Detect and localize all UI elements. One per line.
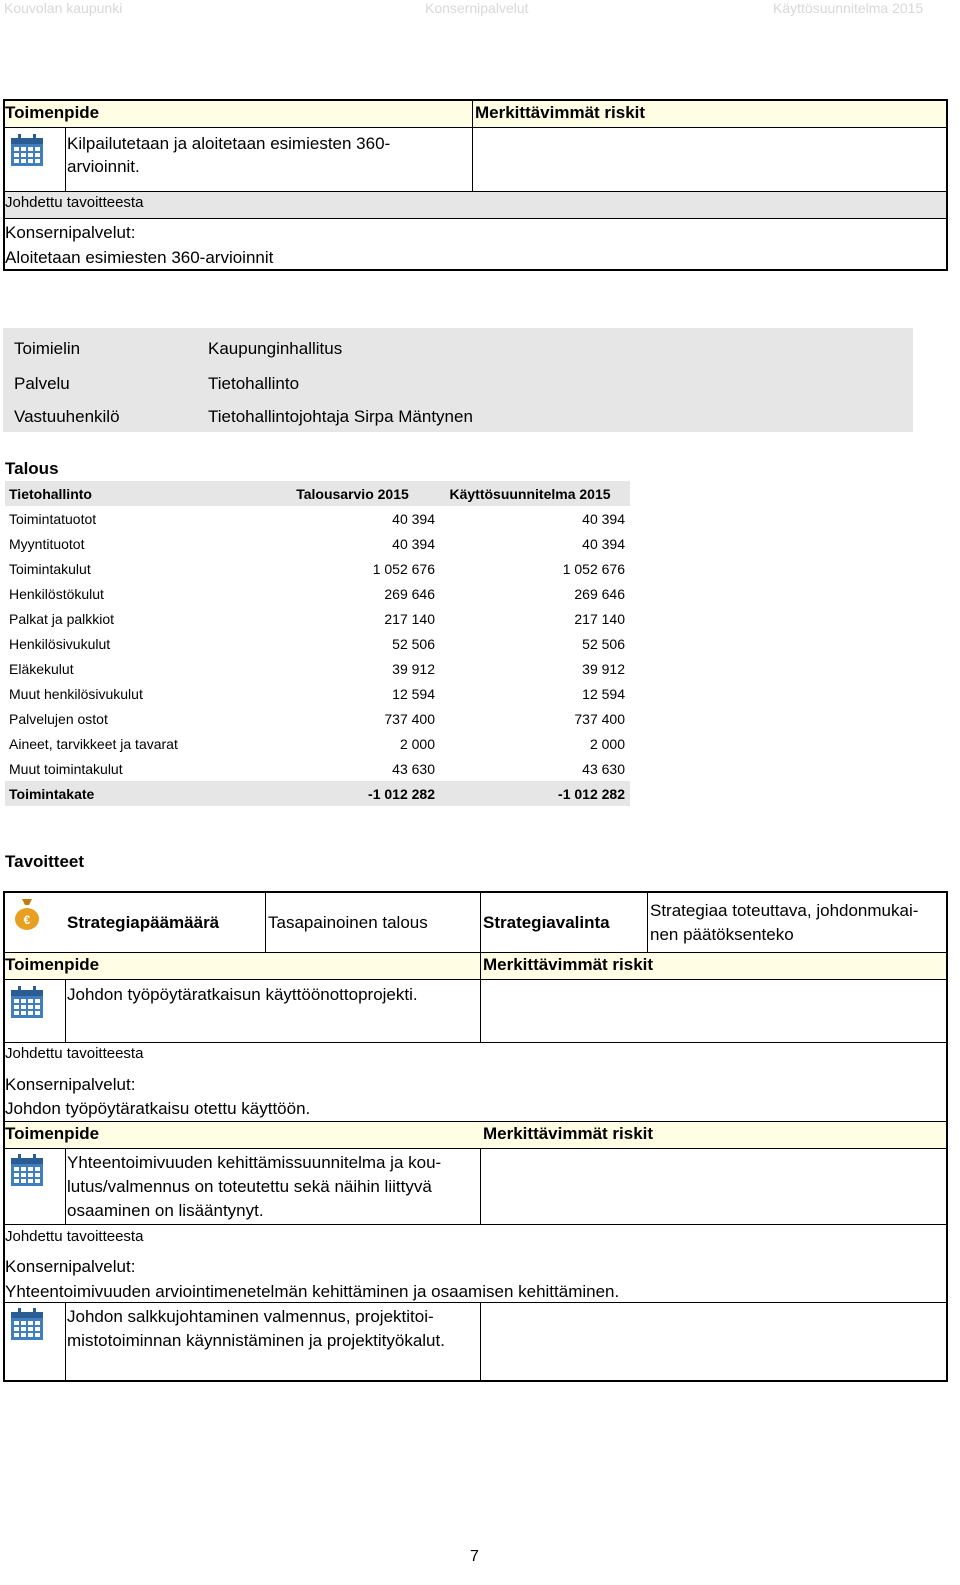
table-cell: Toimintakulut bbox=[9, 560, 91, 577]
calendar-icon bbox=[10, 1153, 44, 1192]
tavoitteet-title: Tavoitteet bbox=[5, 852, 85, 871]
riskit-label: Merkittävimmät riskit bbox=[483, 955, 654, 974]
table-cell: 217 140 bbox=[384, 610, 435, 627]
table-cell: 40 394 bbox=[582, 535, 625, 552]
header-left: Kouvolan kaupunki bbox=[4, 0, 123, 16]
table-cell: 40 394 bbox=[392, 510, 435, 527]
table-cell: 1 052 676 bbox=[562, 560, 625, 577]
table-total-row bbox=[5, 781, 630, 806]
table-row bbox=[5, 506, 630, 531]
table-row bbox=[5, 731, 630, 756]
action-text: Johdon salkkujohtaminen valmennus, projektitoi- bbox=[67, 1307, 434, 1326]
table-cell: 737 400 bbox=[574, 710, 625, 727]
divider bbox=[5, 1224, 946, 1225]
table-cell: Toimintatuotot bbox=[9, 510, 97, 527]
table-cell: Toimintakate bbox=[9, 785, 95, 802]
table-row bbox=[5, 681, 630, 706]
table-cell: 52 506 bbox=[582, 635, 625, 652]
action-text: mistotoiminnan käynnistäminen ja projektityökalut. bbox=[67, 1331, 445, 1350]
table-row bbox=[5, 756, 630, 781]
johdettu-label: Johdettu tavoitteesta bbox=[5, 194, 144, 211]
palvelu-value: Tietohallinto bbox=[208, 374, 300, 393]
action-text: osaaminen on lisääntynyt. bbox=[67, 1201, 264, 1220]
toimielin-label: Toimielin bbox=[14, 339, 81, 358]
action-text: Yhteentoimivuuden kehittämissuunnitelma ja kou- bbox=[67, 1153, 442, 1172]
goal-text: Yhteentoimivuuden arviointimenetelmän kehittäminen ja osaamisen kehittäminen. bbox=[5, 1282, 620, 1301]
table-cell: 269 646 bbox=[384, 585, 435, 602]
konserni-label: Konsernipalvelut: bbox=[5, 1075, 136, 1094]
divider bbox=[65, 1303, 66, 1380]
table-row bbox=[5, 656, 630, 681]
konserni-label: Konsernipalvelut: bbox=[5, 1257, 136, 1276]
table-cell: -1 012 282 bbox=[368, 785, 435, 802]
divider bbox=[480, 1149, 481, 1224]
goal-text: Aloitetaan esimiesten 360-arvioinnit bbox=[5, 248, 274, 267]
table-cell: Eläkekulut bbox=[9, 660, 74, 677]
vastuu-value: Tietohallintojohtaja Sirpa Mäntynen bbox=[208, 407, 473, 426]
table-row bbox=[5, 556, 630, 581]
table-row bbox=[5, 706, 630, 731]
svg-text:€: € bbox=[23, 913, 31, 927]
table-cell: 12 594 bbox=[392, 685, 435, 702]
divider bbox=[65, 1149, 66, 1224]
table-cell: 269 646 bbox=[574, 585, 625, 602]
divider bbox=[5, 1121, 946, 1122]
table-cell: 737 400 bbox=[384, 710, 435, 727]
divider bbox=[480, 1303, 481, 1380]
table-cell: Muut henkilösivukulut bbox=[9, 685, 143, 702]
section1-johdettu-row bbox=[5, 192, 946, 218]
toimenpide-row bbox=[5, 953, 946, 979]
table-header-cell: Tietohallinto bbox=[9, 485, 92, 502]
toimenpide-label: Toimenpide bbox=[5, 955, 100, 974]
table-cell: 40 394 bbox=[582, 510, 625, 527]
table-header bbox=[5, 481, 630, 506]
header-right: Käyttösuunnitelma 2015 bbox=[773, 0, 924, 16]
table-row bbox=[5, 631, 630, 656]
divider bbox=[5, 1042, 946, 1043]
strategiapaamaara-label: Strategiapäämäärä bbox=[67, 913, 220, 932]
table-header-cell: Talousarvio 2015 bbox=[296, 485, 409, 502]
table-cell: 2 000 bbox=[589, 735, 625, 752]
table-row bbox=[5, 531, 630, 556]
table-cell: 43 630 bbox=[392, 760, 435, 777]
vastuu-label: Vastuuhenkilö bbox=[14, 407, 120, 426]
toimielin-value: Kaupunginhallitus bbox=[208, 339, 343, 358]
table-header-cell: Käyttösuunnitelma 2015 bbox=[449, 485, 611, 502]
strategiavalinta-value: Strategiaa toteuttava, johdonmukai- bbox=[650, 901, 919, 920]
strategiavalinta-value: nen päätöksenteko bbox=[650, 925, 794, 944]
toimenpide-label: Toimenpide bbox=[5, 103, 100, 122]
divider bbox=[5, 979, 946, 980]
table-cell: 39 912 bbox=[582, 660, 625, 677]
calendar-icon bbox=[10, 133, 44, 172]
table-cell: 1 052 676 bbox=[372, 560, 435, 577]
action-text: Kilpailutetaan ja aloitetaan esimiesten 360- bbox=[67, 134, 391, 153]
konserni-label: Konsernipalvelut: bbox=[5, 223, 136, 242]
action-text: arvioinnit. bbox=[67, 157, 140, 176]
calendar-icon bbox=[10, 985, 44, 1024]
table-cell: 39 912 bbox=[392, 660, 435, 677]
table-cell: 40 394 bbox=[392, 535, 435, 552]
table-cell: Muut toimintakulut bbox=[9, 760, 123, 777]
action-text: Johdon työpöytäratkaisun käyttöönottoprojekti. bbox=[67, 985, 418, 1004]
divider bbox=[65, 980, 66, 1042]
table-cell: Palkat ja palkkiot bbox=[9, 610, 115, 627]
divider bbox=[647, 893, 648, 952]
table-cell: 43 630 bbox=[582, 760, 625, 777]
divider bbox=[5, 218, 946, 219]
divider bbox=[480, 953, 481, 1042]
table-cell: 217 140 bbox=[574, 610, 625, 627]
johdettu-label: Johdettu tavoitteesta bbox=[5, 1228, 144, 1245]
table-cell: Henkilöstökulut bbox=[9, 585, 104, 602]
divider bbox=[472, 101, 473, 191]
divider bbox=[5, 1148, 946, 1149]
toimenpide-row bbox=[5, 1121, 946, 1148]
divider bbox=[265, 893, 266, 952]
table-cell: Palvelujen ostot bbox=[9, 710, 108, 727]
riskit-label: Merkittävimmät riskit bbox=[483, 1124, 654, 1143]
table-cell: -1 012 282 bbox=[558, 785, 625, 802]
goal-text: Johdon työpöytäratkaisu otettu käyttöön. bbox=[5, 1099, 311, 1118]
talous-title: Talous bbox=[5, 459, 59, 478]
divider bbox=[65, 128, 66, 191]
table-cell: 2 000 bbox=[399, 735, 435, 752]
calendar-icon bbox=[10, 1307, 44, 1346]
action-text: lutus/valmennus on toteutettu sekä näihin liittyvä bbox=[67, 1177, 432, 1196]
money-bag-icon bbox=[14, 897, 40, 936]
header-center: Konsernipalvelut bbox=[425, 0, 529, 16]
toimenpide-label: Toimenpide bbox=[5, 1124, 100, 1143]
divider bbox=[5, 127, 946, 128]
table-row bbox=[5, 581, 630, 606]
palvelu-label: Palvelu bbox=[14, 374, 70, 393]
strategiavalinta-label: Strategiavalinta bbox=[483, 913, 610, 932]
table-row bbox=[5, 606, 630, 631]
divider bbox=[5, 1302, 946, 1303]
johdettu-label: Johdettu tavoitteesta bbox=[5, 1045, 144, 1062]
riskit-label: Merkittävimmät riskit bbox=[475, 103, 646, 122]
table-cell: 12 594 bbox=[582, 685, 625, 702]
page-number: 7 bbox=[470, 1548, 479, 1565]
table-cell: Aineet, tarvikkeet ja tavarat bbox=[9, 735, 178, 752]
table-cell: Myyntituotot bbox=[9, 535, 85, 552]
table-cell: Henkilösivukulut bbox=[9, 635, 111, 652]
strategiapaamaara-value: Tasapainoinen talous bbox=[268, 913, 428, 932]
table-cell: 52 506 bbox=[392, 635, 435, 652]
